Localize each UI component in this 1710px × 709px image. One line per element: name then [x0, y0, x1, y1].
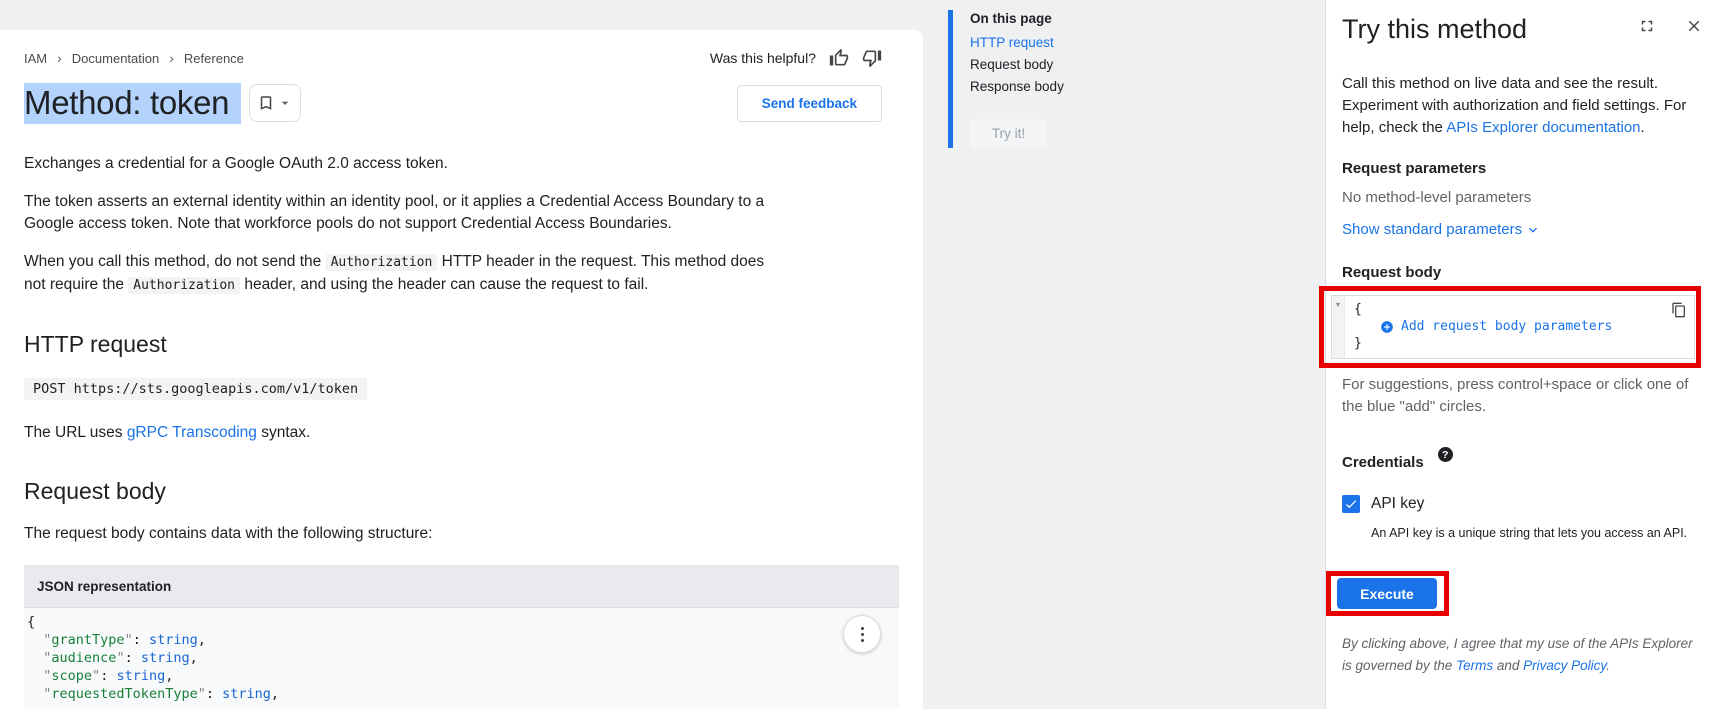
warning-text: header, and using the header can cause the request to fail. [240, 276, 649, 293]
code-line: "requestedTokenType": string, [43, 686, 280, 702]
terms-link[interactable]: Terms [1456, 658, 1494, 673]
documentation-card [0, 30, 923, 709]
send-feedback-button[interactable]: Send feedback [737, 85, 882, 122]
add-parameters-label: Add request body parameters [1401, 319, 1613, 334]
kebab-dot [861, 627, 864, 630]
thumb-up-button[interactable] [829, 48, 849, 68]
api-key-description: An API key is a unique string that lets you access an API. [1371, 526, 1688, 540]
thumb-down-button[interactable] [862, 48, 882, 68]
toc-item-response-body[interactable]: Response body [970, 79, 1064, 94]
section-heading-request-body: Request body [24, 478, 166, 504]
caret-down-icon [277, 95, 293, 111]
privacy-policy-link[interactable]: Privacy Policy [1523, 658, 1607, 673]
code-line: { [27, 614, 36, 630]
page-title-highlight: Method: token [24, 83, 241, 124]
code-line: "audience": string, [43, 650, 198, 666]
apis-explorer-documentation-link[interactable]: APIs Explorer documentation [1446, 119, 1641, 136]
editor-gutter [1332, 296, 1345, 358]
grpc-text: The URL uses [24, 424, 127, 441]
authorization-inline-code: Authorization [128, 277, 240, 294]
json-key: requestedTokenType [51, 686, 198, 702]
show-standard-parameters-link[interactable] [1342, 221, 1692, 238]
json-table-header: JSON representation [24, 565, 899, 608]
panel-request-body-heading: Request body [1342, 264, 1442, 281]
panel-intro-text: . [1640, 119, 1645, 136]
helpful-widget [710, 48, 882, 68]
description-paragraph: The token asserts an external identity within an identity pool, or it applies a Credential Access Boundary to a Google access token. Note that workforce pools do not support Credential Access Boundaries. [24, 193, 765, 232]
json-key: grantType [51, 632, 125, 648]
toc-item-request-body[interactable]: Request body [970, 57, 1054, 72]
panel-title: Try this method [1342, 14, 1528, 44]
bookmark-icon [257, 94, 275, 112]
editor-line[interactable]: } [1354, 336, 1362, 351]
api-key-row[interactable] [1342, 495, 1692, 513]
json-representation-table [24, 565, 899, 709]
json-code-block [24, 608, 899, 709]
bookmark-button[interactable] [249, 84, 301, 122]
legal-text-part: and [1493, 658, 1524, 673]
json-value[interactable]: string [222, 686, 271, 702]
kebab-dot [861, 639, 864, 642]
grpc-text: syntax. [256, 424, 311, 441]
fullscreen-button[interactable] [1638, 17, 1656, 35]
authorization-inline-code: Authorization [326, 254, 438, 271]
breadcrumb [24, 51, 244, 66]
chevron-right-icon: › [169, 49, 174, 66]
check-icon [1344, 497, 1358, 511]
toc-indicator-bar [948, 10, 953, 148]
code-line: "grantType": string, [43, 632, 206, 648]
json-value[interactable]: string [148, 632, 198, 648]
warning-paragraph [24, 251, 786, 297]
intro-paragraph: Exchanges a credential for a Google OAuth 2.0 access token. [24, 155, 448, 172]
toc-item-http-request[interactable]: HTTP request [970, 35, 1054, 50]
copy-icon [1671, 302, 1687, 318]
kebab-dot [861, 633, 864, 636]
warning-text: When you call this method, do not send the [24, 253, 326, 270]
fold-caret-icon: ▾ [1335, 300, 1340, 309]
chevron-right-icon: › [57, 49, 62, 66]
toc-title: On this page [970, 11, 1052, 26]
json-value[interactable]: string [140, 650, 190, 666]
on-this-page-nav [948, 10, 1208, 148]
code-line: "scope": string, [43, 668, 174, 684]
copy-button[interactable] [1671, 302, 1687, 318]
add-circle-icon [1380, 320, 1394, 334]
code-options-button[interactable] [843, 615, 881, 653]
try-it-button[interactable]: Try it! [970, 119, 1047, 148]
grpc-paragraph [24, 422, 786, 444]
json-key: audience [51, 650, 117, 666]
request-body-intro: The request body contains data with the following structure: [24, 525, 433, 542]
grpc-transcoding-link[interactable]: gRPC Transcoding [126, 424, 257, 441]
page-title [24, 83, 241, 123]
thumb-up-icon [829, 48, 849, 68]
legal-text-part: . [1606, 658, 1610, 673]
fullscreen-icon [1638, 17, 1656, 35]
close-panel-button[interactable] [1685, 17, 1703, 35]
request-body-editor[interactable] [1331, 295, 1695, 359]
editor-line[interactable]: { [1354, 302, 1362, 317]
show-standard-parameters-label: Show standard parameters [1342, 221, 1523, 238]
help-icon[interactable]: ? [1438, 447, 1453, 462]
close-icon [1685, 17, 1703, 35]
api-key-label: API key [1371, 495, 1425, 512]
json-key: scope [51, 668, 93, 684]
no-parameters-text: No method-level parameters [1342, 189, 1532, 206]
try-this-method-panel [1325, 0, 1710, 709]
request-parameters-heading: Request parameters [1342, 160, 1487, 177]
editor-hint: For suggestions, press control+space or click one of the blue "add" circles. [1342, 376, 1689, 415]
http-request-code: POST https://sts.googleapis.com/v1/token [24, 378, 367, 400]
breadcrumb-item-iam[interactable]: IAM [24, 50, 48, 66]
execute-button[interactable]: Execute [1337, 578, 1437, 609]
api-key-checkbox[interactable] [1342, 495, 1360, 513]
section-heading-http-request: HTTP request [24, 331, 167, 357]
panel-intro-text: Call this method on live data and see the result. Experiment with authorization and field settings. For help, check the [1342, 75, 1687, 136]
breadcrumb-item-documentation[interactable]: Documentation [71, 50, 160, 66]
breadcrumb-item-reference[interactable]: Reference [183, 50, 244, 66]
thumb-down-icon [862, 48, 882, 68]
legal-text-part: By clicking above, I agree that my use of the APIs Explorer is governed by the [1342, 636, 1693, 673]
legal-text [1342, 633, 1694, 677]
chevron-down-icon [1525, 222, 1541, 238]
add-request-body-parameters-button[interactable] [1354, 318, 1612, 335]
panel-intro [1342, 73, 1692, 139]
warning-text: HTTP header in the request. This method does not require the [24, 253, 765, 293]
helpful-label: Was this helpful? [709, 50, 816, 66]
credentials-heading: Credentials [1342, 454, 1424, 471]
json-value[interactable]: string [116, 668, 166, 684]
